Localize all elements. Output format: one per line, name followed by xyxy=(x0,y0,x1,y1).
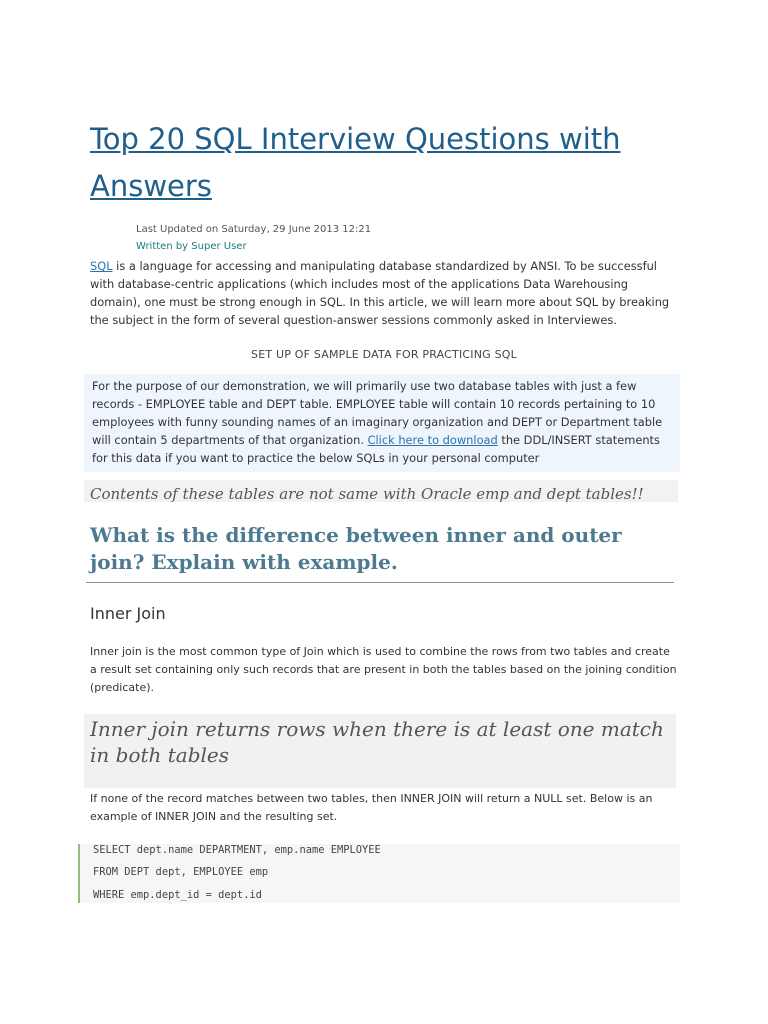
setup-heading: SET UP OF SAMPLE DATA FOR PRACTICING SQL xyxy=(251,348,517,361)
download-link[interactable]: Click here to download xyxy=(367,433,498,447)
author-byline: Written by Super User xyxy=(136,241,247,252)
tables-notice-callout: Contents of these tables are not same with Oracle emp and dept tables!! xyxy=(84,480,678,502)
inner-join-callout-text: Inner join returns rows when there is at least one match in both tables xyxy=(90,717,664,767)
null-set-description: If none of the record matches between two tables, then INNER JOIN will return a NULL set. Below is an example of INNER JOIN and the resulting set. xyxy=(90,792,653,823)
code-line: WHERE emp.dept_id = dept.id xyxy=(93,889,262,901)
note-text-end: the DDL/INSERT statements for this data if you want to practice the below SQLs in your personal computer xyxy=(92,433,660,465)
sample-data-note xyxy=(84,374,680,472)
sql-code-block xyxy=(78,844,680,903)
question-heading: What is the difference between inner and outer join? Explain with example. xyxy=(90,523,622,574)
article-title-link[interactable]: Top 20 SQL Interview Questions with Answers xyxy=(90,122,621,203)
article-title xyxy=(90,116,690,210)
inner-join-heading: Inner Join xyxy=(90,604,166,623)
note-text-start: For the purpose of our demonstration, we will primarily use two database tables with just a few records - EMPLOYEE table and DEPT table. EMPLOYEE table will contain 10 records pertaining to 10 employees with funny sounding names of an imaginary organization and DEPT or Department table will contain 5 departments of that organization. xyxy=(92,379,663,447)
last-updated-date: Last Updated on Saturday, 29 June 2013 12:21 xyxy=(136,224,372,235)
inner-join-callout xyxy=(84,714,676,788)
sql-link[interactable]: SQL xyxy=(90,259,113,273)
code-line: FROM DEPT dept, EMPLOYEE emp xyxy=(93,866,269,878)
question-divider xyxy=(86,582,674,583)
intro-paragraph xyxy=(90,257,678,329)
inner-join-description: Inner join is the most common type of Join which is used to combine the rows from two tables and create a result set containing only such records that are present in both the tables based on the joining condition (predicate). xyxy=(90,645,677,694)
intro-text: is a language for accessing and manipulating database standardized by ANSI. To be successful with database-centric applications (which includes most of the applications Data Warehousing domain), one must be strong enough in SQL. In this article, we will learn more about SQL by breaking the subject in the form of several question-answer sessions commonly asked in Interviewes. xyxy=(90,259,670,327)
code-line: SELECT dept.name DEPARTMENT, emp.name EMPLOYEE xyxy=(93,844,381,856)
